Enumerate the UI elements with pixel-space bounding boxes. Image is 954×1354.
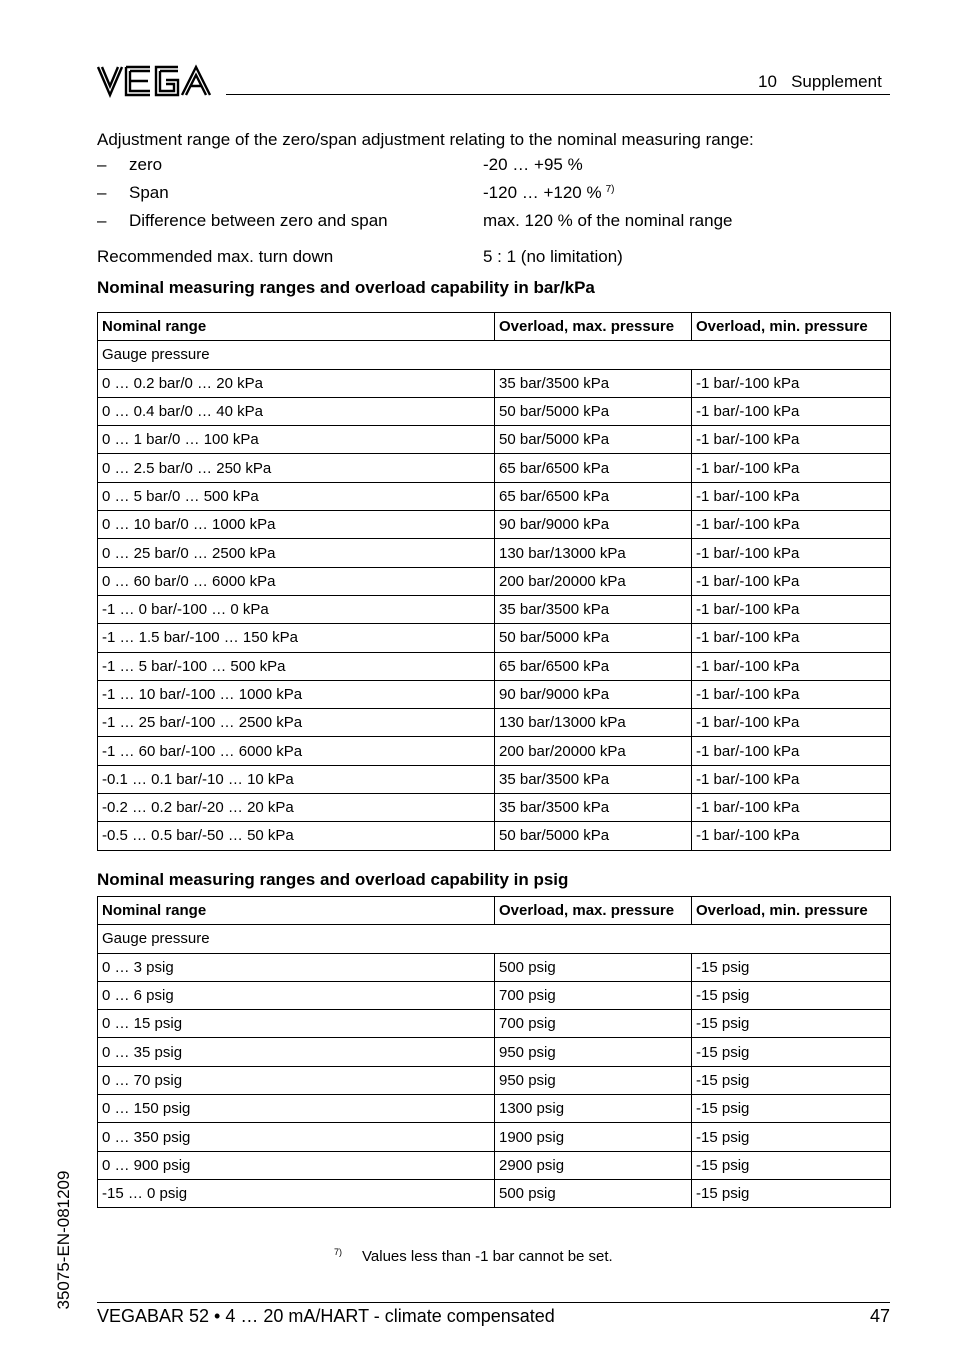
section-title: 10 Supplement	[758, 72, 882, 91]
table-bar-title: Nominal measuring ranges and overload capability in bar/kPa	[97, 278, 595, 297]
table-row	[98, 624, 891, 652]
overload-min-cell: -15 psig	[692, 1151, 891, 1179]
page-number: 47	[870, 1306, 891, 1326]
table-group-row	[98, 341, 891, 369]
table-row	[98, 737, 891, 765]
nominal-range-cell: -0.5 … 0.5 bar/-50 … 50 kPa	[98, 822, 495, 850]
overload-min-cell: -1 bar/-100 kPa	[692, 737, 891, 765]
footnote-ref: 7)	[605, 184, 615, 195]
table-psig-title: Nominal measuring ranges and overload capability in psig	[97, 870, 569, 889]
table-row	[98, 652, 891, 680]
overload-max-cell: 90 bar/9000 kPa	[495, 511, 692, 539]
table-row	[98, 567, 891, 595]
footer-rule	[97, 1302, 890, 1303]
column-header: Overload, min. pressure	[692, 897, 891, 925]
overload-min-cell: -15 psig	[692, 1123, 891, 1151]
table-row	[98, 1123, 891, 1151]
nominal-range-cell: 0 … 1 bar/0 … 100 kPa	[98, 426, 495, 454]
table-row	[98, 1066, 891, 1094]
nominal-range-cell: 0 … 900 psig	[98, 1151, 495, 1179]
overload-max-cell: 700 psig	[495, 981, 692, 1009]
dash: –	[97, 183, 107, 202]
turndown-row	[97, 247, 897, 269]
column-header: Nominal range	[98, 897, 495, 925]
nominal-range-cell: 0 … 15 psig	[98, 1010, 495, 1038]
overload-min-cell: -1 bar/-100 kPa	[692, 595, 891, 623]
table-row	[98, 822, 891, 850]
adjustment-value: max. 120 % of the nominal range	[483, 211, 733, 230]
nominal-range-cell: 0 … 35 psig	[98, 1038, 495, 1066]
table-row	[98, 1151, 891, 1179]
overload-min-cell: -1 bar/-100 kPa	[692, 426, 891, 454]
footnote-number: 7)	[334, 1247, 343, 1257]
overload-max-cell: 130 bar/13000 kPa	[495, 709, 692, 737]
table-row	[98, 981, 891, 1009]
overload-min-cell: -15 psig	[692, 1095, 891, 1123]
overload-max-cell: 950 psig	[495, 1038, 692, 1066]
table-row	[98, 1179, 891, 1207]
overload-max-cell: 2900 psig	[495, 1151, 692, 1179]
adjustment-label: Span	[129, 183, 169, 202]
overload-max-cell: 65 bar/6500 kPa	[495, 482, 692, 510]
overload-max-cell: 1900 psig	[495, 1123, 692, 1151]
table-row	[98, 482, 891, 510]
nominal-range-cell: -1 … 0 bar/-100 … 0 kPa	[98, 595, 495, 623]
dash: –	[97, 211, 107, 230]
nominal-range-cell: -1 … 5 bar/-100 … 500 kPa	[98, 652, 495, 680]
overload-min-cell: -1 bar/-100 kPa	[692, 624, 891, 652]
overload-max-cell: 35 bar/3500 kPa	[495, 595, 692, 623]
adjustment-label: Difference between zero and span	[129, 211, 388, 230]
turndown-value: 5 : 1 (no limitation)	[483, 247, 623, 266]
table-row	[98, 426, 891, 454]
nominal-range-cell: 0 … 350 psig	[98, 1123, 495, 1151]
adjustment-row-zero	[97, 155, 897, 177]
overload-min-cell: -1 bar/-100 kPa	[692, 822, 891, 850]
overload-max-cell: 130 bar/13000 kPa	[495, 539, 692, 567]
overload-min-cell: -1 bar/-100 kPa	[692, 482, 891, 510]
overload-min-cell: -15 psig	[692, 1066, 891, 1094]
overload-max-cell: 35 bar/3500 kPa	[495, 765, 692, 793]
overload-max-cell: 35 bar/3500 kPa	[495, 794, 692, 822]
table-row	[98, 1095, 891, 1123]
nominal-range-cell: -0.2 … 0.2 bar/-20 … 20 kPa	[98, 794, 495, 822]
overload-min-cell: -1 bar/-100 kPa	[692, 511, 891, 539]
overload-min-cell: -1 bar/-100 kPa	[692, 539, 891, 567]
nominal-range-cell: -1 … 25 bar/-100 … 2500 kPa	[98, 709, 495, 737]
nominal-range-cell: 0 … 150 psig	[98, 1095, 495, 1123]
overload-min-cell: -15 psig	[692, 1010, 891, 1038]
footer-product: VEGABAR 52 • 4 … 20 mA/HART - climate compensated	[97, 1306, 555, 1326]
table-row	[98, 794, 891, 822]
column-header: Overload, max. pressure	[495, 897, 692, 925]
nominal-range-cell: 0 … 6 psig	[98, 981, 495, 1009]
overload-min-cell: -1 bar/-100 kPa	[692, 567, 891, 595]
overload-min-cell: -1 bar/-100 kPa	[692, 709, 891, 737]
table-row	[98, 709, 891, 737]
nominal-range-cell: 0 … 70 psig	[98, 1066, 495, 1094]
overload-min-cell: -15 psig	[692, 1179, 891, 1207]
overload-max-cell: 700 psig	[495, 1010, 692, 1038]
table-row	[98, 765, 891, 793]
table-psig	[97, 896, 891, 1208]
overload-max-cell: 65 bar/6500 kPa	[495, 652, 692, 680]
table-bar	[97, 312, 891, 851]
nominal-range-cell: -1 … 1.5 bar/-100 … 150 kPa	[98, 624, 495, 652]
overload-max-cell: 50 bar/5000 kPa	[495, 822, 692, 850]
nominal-range-cell: 0 … 3 psig	[98, 953, 495, 981]
table-row	[98, 454, 891, 482]
table-header-row	[98, 313, 891, 341]
nominal-range-cell: 0 … 60 bar/0 … 6000 kPa	[98, 567, 495, 595]
table-row	[98, 1010, 891, 1038]
nominal-range-cell: 0 … 2.5 bar/0 … 250 kPa	[98, 454, 495, 482]
nominal-range-cell: 0 … 0.4 bar/0 … 40 kPa	[98, 397, 495, 425]
vega-logo	[96, 64, 214, 98]
nominal-range-cell: 0 … 0.2 bar/0 … 20 kPa	[98, 369, 495, 397]
adjustment-intro: Adjustment range of the zero/span adjustment relating to the nominal measuring range:	[97, 130, 754, 149]
table-row	[98, 369, 891, 397]
table-row	[98, 595, 891, 623]
adjustment-value: -20 … +95 %	[483, 155, 583, 174]
header-rule	[226, 94, 890, 95]
document-id: 35075-EN-081209	[54, 1170, 73, 1310]
adjustment-row-difference	[97, 211, 897, 233]
nominal-range-cell: -1 … 60 bar/-100 … 6000 kPa	[98, 737, 495, 765]
footnote	[334, 1248, 613, 1265]
group-label: Gauge pressure	[98, 925, 891, 953]
table-row	[98, 397, 891, 425]
turndown-label: Recommended max. turn down	[97, 247, 334, 266]
overload-max-cell: 50 bar/5000 kPa	[495, 426, 692, 454]
table-row	[98, 1038, 891, 1066]
nominal-range-cell: -0.1 … 0.1 bar/-10 … 10 kPa	[98, 765, 495, 793]
overload-min-cell: -1 bar/-100 kPa	[692, 680, 891, 708]
dash: –	[97, 155, 107, 174]
overload-min-cell: -1 bar/-100 kPa	[692, 765, 891, 793]
overload-max-cell: 200 bar/20000 kPa	[495, 567, 692, 595]
overload-min-cell: -15 psig	[692, 953, 891, 981]
column-header: Overload, max. pressure	[495, 313, 692, 341]
overload-min-cell: -1 bar/-100 kPa	[692, 369, 891, 397]
overload-min-cell: -15 psig	[692, 981, 891, 1009]
column-header: Overload, min. pressure	[692, 313, 891, 341]
adjustment-value-wrap	[483, 183, 615, 203]
nominal-range-cell: 0 … 5 bar/0 … 500 kPa	[98, 482, 495, 510]
adjustment-row-span	[97, 183, 897, 205]
overload-max-cell: 1300 psig	[495, 1095, 692, 1123]
overload-max-cell: 65 bar/6500 kPa	[495, 454, 692, 482]
nominal-range-cell: 0 … 25 bar/0 … 2500 kPa	[98, 539, 495, 567]
table-group-row	[98, 925, 891, 953]
overload-min-cell: -1 bar/-100 kPa	[692, 397, 891, 425]
table-header-row	[98, 897, 891, 925]
table-row	[98, 680, 891, 708]
overload-max-cell: 90 bar/9000 kPa	[495, 680, 692, 708]
column-header: Nominal range	[98, 313, 495, 341]
overload-max-cell: 200 bar/20000 kPa	[495, 737, 692, 765]
nominal-range-cell: -1 … 10 bar/-100 … 1000 kPa	[98, 680, 495, 708]
overload-min-cell: -15 psig	[692, 1038, 891, 1066]
group-label: Gauge pressure	[98, 341, 891, 369]
overload-max-cell: 35 bar/3500 kPa	[495, 369, 692, 397]
overload-max-cell: 500 psig	[495, 1179, 692, 1207]
footnote-text: Values less than -1 bar cannot be set.	[362, 1248, 613, 1265]
nominal-range-cell: -15 … 0 psig	[98, 1179, 495, 1207]
adjustment-value: -120 … +120 %	[483, 183, 602, 202]
overload-min-cell: -1 bar/-100 kPa	[692, 454, 891, 482]
adjustment-label: zero	[129, 155, 163, 174]
overload-max-cell: 50 bar/5000 kPa	[495, 624, 692, 652]
nominal-range-cell: 0 … 10 bar/0 … 1000 kPa	[98, 511, 495, 539]
table-row	[98, 953, 891, 981]
overload-min-cell: -1 bar/-100 kPa	[692, 652, 891, 680]
table-row	[98, 539, 891, 567]
overload-max-cell: 50 bar/5000 kPa	[495, 397, 692, 425]
overload-max-cell: 950 psig	[495, 1066, 692, 1094]
table-row	[98, 511, 891, 539]
overload-max-cell: 500 psig	[495, 953, 692, 981]
overload-min-cell: -1 bar/-100 kPa	[692, 794, 891, 822]
